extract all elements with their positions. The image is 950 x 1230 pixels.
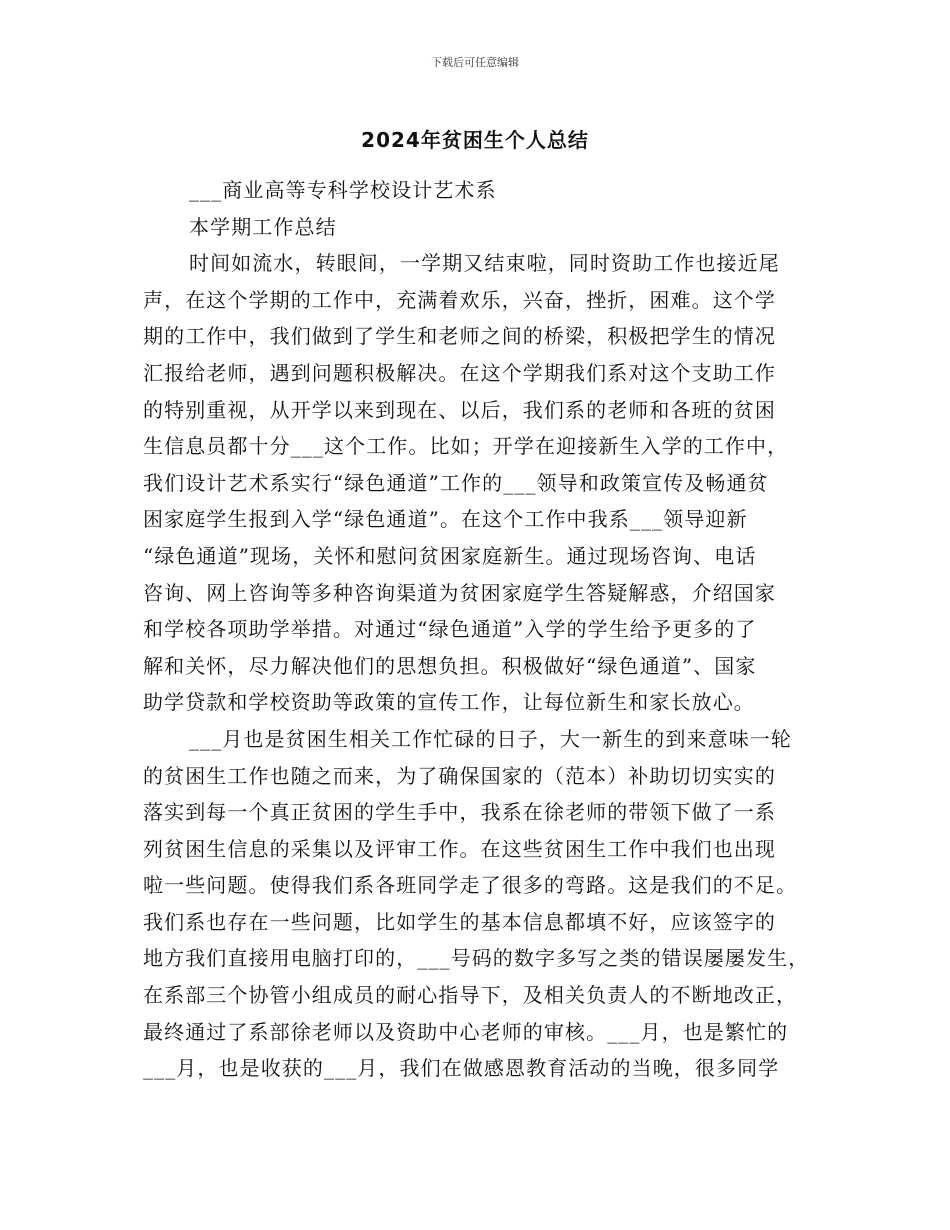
- body-line: 生信息员都十分___这个工作。比如；开学在迎接新生入学的工作中，: [143, 434, 789, 459]
- body-line: 我们系也存在一些问题，比如学生的基本信息都填不好，应该签字的: [143, 909, 776, 934]
- body-line: 助学贷款和学校资助等政策的宣传工作，让每位新生和家长放心。: [143, 690, 755, 715]
- body-line: 汇报给老师，遇到问题积极解决。在这个学期我们系对这个支助工作: [143, 360, 776, 385]
- body-line: ___商业高等专科学校设计艺术系: [189, 178, 497, 202]
- body-line: 地方我们直接用电脑打印的，___号码的数字多写之类的错误屡屡发生，: [143, 946, 810, 971]
- body-line: 落实到每一个真正贫困的学生手中，我系在徐老师的带领下做了一系: [143, 800, 776, 825]
- document-title: 2024年贫困生个人总结: [361, 128, 589, 152]
- body-line: 声，在这个学期的工作中，充满着欢乐，兴奋，挫折，困难。这个学: [143, 287, 776, 312]
- body-line: “绿色通道”现场，关怀和慰问贫困家庭新生。通过现场咨询、电话: [143, 543, 757, 568]
- body-line: 困家庭学生报到入学“绿色通道”。在这个工作中我系___领导迎新: [143, 507, 748, 532]
- body-line: 时间如流水，转眼间，一学期又结束啦，同时资助工作也接近尾: [189, 251, 780, 276]
- body-line: ___月，也是收获的___月，我们在做感恩教育活动的当晚，很多同学: [143, 1056, 780, 1081]
- body-line: 咨询、网上咨询等多种咨询渠道为贫困家庭学生答疑解惑，介绍国家: [143, 580, 776, 605]
- body-line: 在系部三个协管小组成员的耐心指导下，及相关负责人的不断地改正，: [143, 983, 798, 1008]
- body-line: 我们设计艺术系实行“绿色通道”工作的___领导和政策宣传及畅通贫: [143, 470, 769, 495]
- body-line: 解和关怀，尽力解决他们的思想负担。积极做好“绿色通道”、国家: [143, 653, 757, 678]
- body-line: 的特别重视，从开学以来到现在、以后，我们系的老师和各班的贫困: [143, 397, 776, 422]
- body-line: 的贫困生工作也随之而来，为了确保国家的（范本）补助切切实实的: [143, 763, 776, 788]
- body-line: 本学期工作总结: [189, 214, 337, 239]
- body-line: 最终通过了系部徐老师以及资助中心老师的审核。___月，也是繁忙的: [143, 1019, 789, 1044]
- document-body: [143, 172, 813, 1087]
- body-line: 和学校各项助学举措。对通过“绿色通道”入学的学生给予更多的了: [143, 617, 757, 642]
- body-line: 期的工作中，我们做到了学生和老师之间的桥梁，积极把学生的情况: [143, 324, 776, 349]
- body-line: 列贫困生信息的采集以及评审工作。在这些贫困生工作中我们也出现: [143, 836, 776, 861]
- body-line: 啦一些问题。使得我们系各班同学走了很多的弯路。这是我们的不足。: [143, 873, 798, 898]
- body-line: ___月也是贫困生相关工作忙碌的日子，大一新生的到来意味一轮: [189, 726, 792, 751]
- header-note: 下载后可任意编辑: [431, 56, 519, 69]
